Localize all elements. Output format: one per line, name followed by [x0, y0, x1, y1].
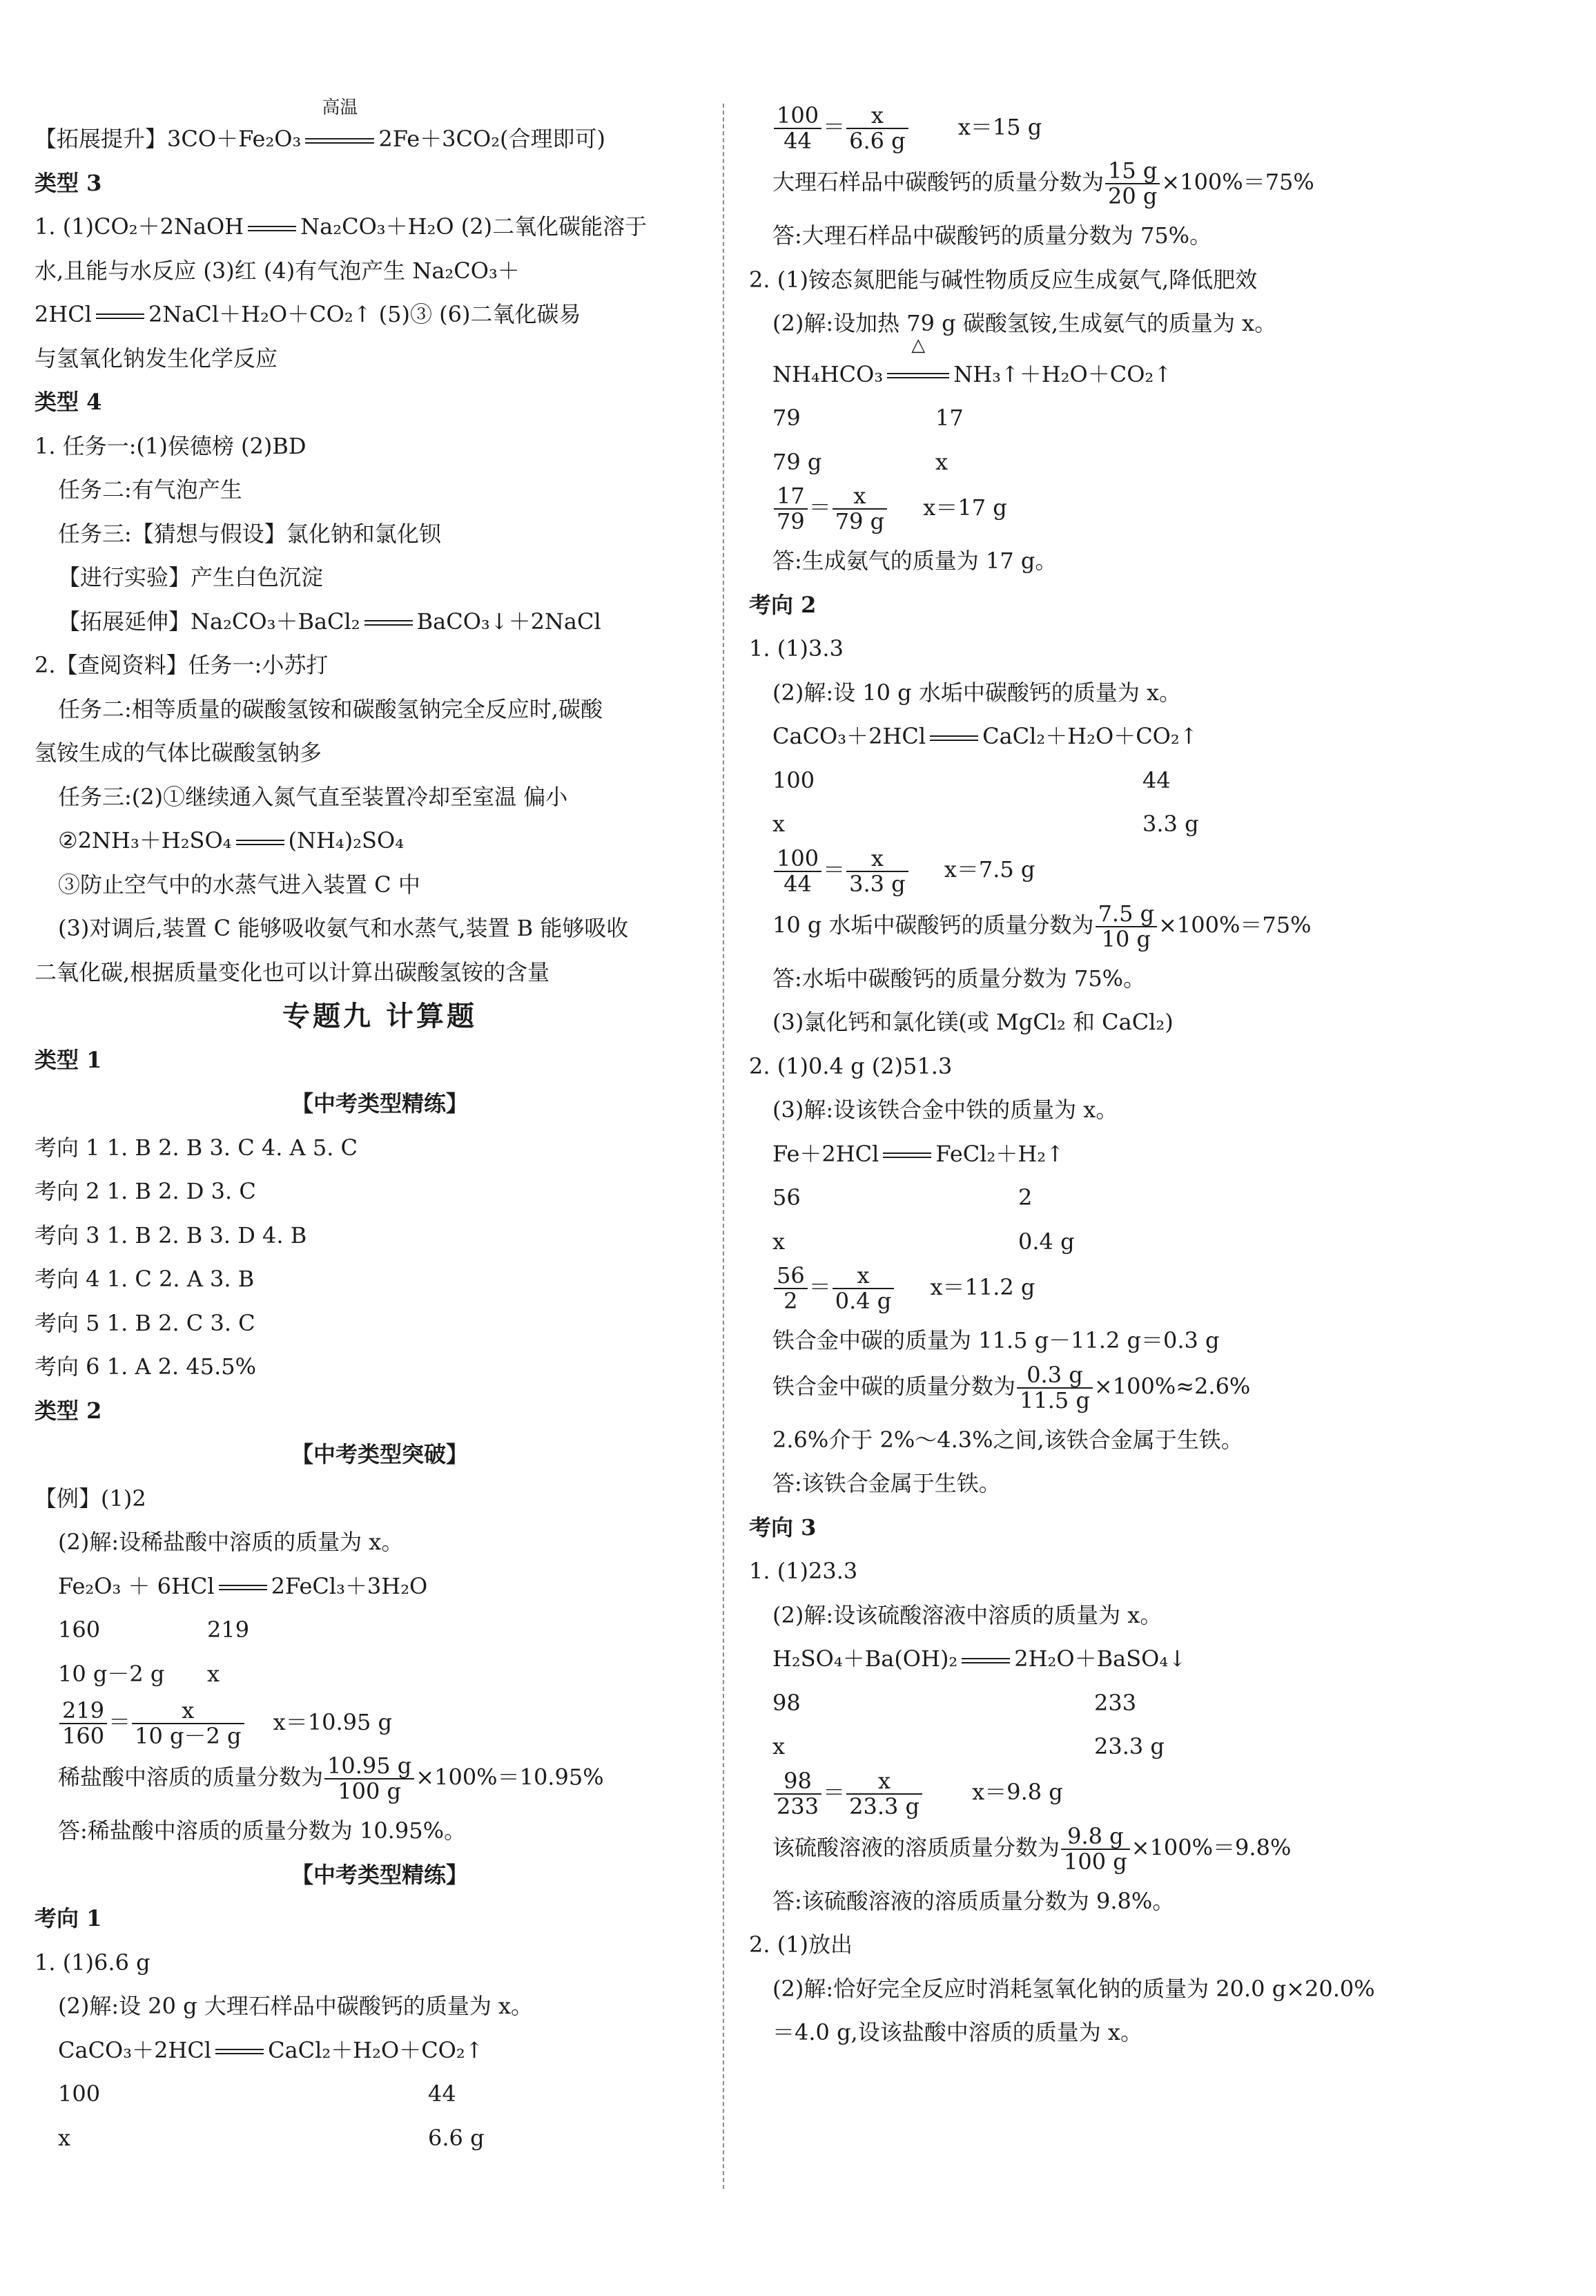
- fraction: $\frac{10.95 g}{100 g}$: [324, 1754, 414, 1804]
- section-heading: 考向 3: [749, 1514, 817, 1541]
- proportion-line: $\frac{56}{2}$ ＝ $\frac{x}{0.4 g}$ x＝11.2 g: [749, 1264, 1439, 1319]
- reaction-condition: 高温: [305, 117, 374, 162]
- fraction: $\frac{x}{10 g-2 g}$: [132, 1699, 244, 1748]
- answer-line: 答:该铁合金属于生铁。: [772, 1470, 1001, 1496]
- answer-line: (2)解:设稀盐酸中溶质的质量为 x。: [58, 1529, 404, 1555]
- answer-line: 考向 6 1. A 2. 45.5%: [35, 1353, 257, 1380]
- fraction: $\frac{100}{44}$: [774, 847, 821, 896]
- answer-line: (2)解:设该硫酸溶液中溶质的质量为 x。: [772, 1601, 1162, 1628]
- answer-line: 1. (1)23.3: [749, 1558, 858, 1584]
- section-heading: 类型 1: [35, 1046, 102, 1073]
- answer-line: ③防止空气中的水蒸气进入装置 C 中: [58, 871, 420, 898]
- answer-line: 【拓展延伸】Na₂CO₃＋BaCl₂ BaCO₃↓＋2NaCl: [58, 608, 601, 635]
- left-column: [35, 97, 725, 2160]
- reaction-condition: △: [887, 353, 949, 397]
- answer-line: 水,且能与水反应 (3)红 (4)有气泡产生 Na₂CO₃＋: [35, 257, 520, 284]
- equation-values: x 3.3 g: [772, 811, 1199, 837]
- answer-line: 答:水垢中碳酸钙的质量分数为 75%。: [772, 965, 1146, 992]
- answer-line: 考向 3 1. B 2. B 3. D 4. B: [35, 1222, 307, 1248]
- proportion-line: $\frac{98}{233}$ ＝ $\frac{x}{23.3 g}$ x＝9.8 g: [749, 1769, 1439, 1824]
- equation-values: 79 17: [772, 405, 964, 431]
- answer-line: (2)解:设 10 g 水垢中碳酸钙的质量为 x。: [772, 679, 1182, 706]
- answer-line: ＝4.0 g,设该盐酸中溶质的质量为 x。: [772, 2019, 1142, 2045]
- answer-line: 1. 任务一:(1)侯德榜 (2)BD: [35, 432, 306, 459]
- answer-line: 任务二:相等质量的碳酸氢铵和碳酸氢钠完全反应时,碳酸: [58, 695, 603, 722]
- right-column: [749, 104, 1439, 2055]
- section-heading: 类型 3: [35, 169, 102, 196]
- equation-values: 100 44: [58, 2081, 456, 2107]
- equation-line: CaCO₃＋2HCl CaCl₂＋H₂O＋CO₂↑: [772, 723, 1198, 749]
- answer-line: (3)解:设该铁合金中铁的质量为 x。: [772, 1097, 1118, 1123]
- page-title: 专题九 计算题: [282, 1000, 477, 1032]
- equation-values: x 6.6 g: [58, 2124, 485, 2151]
- fraction: $\frac{98}{233}$: [774, 1769, 821, 1819]
- equation-values: 100 44: [772, 766, 1171, 793]
- answer-line: 二氧化碳,根据质量变化也可以计算出碳酸氢铵的含量: [35, 958, 550, 985]
- subsection-heading: 【中考类型精练】: [291, 1090, 468, 1117]
- equation-values: 98 233: [772, 1689, 1137, 1716]
- answer-line: 任务二:有气泡产生: [58, 476, 242, 503]
- answer-line: 任务三:【猜想与假设】氯化钠和氯化钡: [58, 520, 441, 547]
- equation-line: H₂SO₄＋Ba(OH)₂ 2H₂O＋BaSO₄↓: [772, 1646, 1187, 1672]
- answer-line: 与氢氧化钠发生化学反应: [35, 345, 278, 372]
- fraction: $\frac{17}{79}$: [774, 484, 808, 534]
- answer-line: (2)解:设加热 79 g 碳酸氢铵,生成氨气的质量为 x。: [772, 310, 1277, 336]
- equation-values: x 0.4 g: [772, 1228, 1075, 1255]
- answer-line: 铁合金中碳的质量为 11.5 g－11.2 g＝0.3 g: [772, 1327, 1220, 1353]
- subsection-heading: 【中考类型突破】: [291, 1441, 468, 1467]
- answer-line: (2)解:设 20 g 大理石样品中碳酸钙的质量为 x。: [58, 1993, 534, 2019]
- answer-line: 考向 2 1. B 2. D 3. C: [35, 1178, 256, 1204]
- equation-values: 160 219: [58, 1617, 250, 1643]
- answer-line: 2.【查阅资料】任务一:小苏打: [35, 652, 329, 678]
- answer-line: 答:生成氨气的质量为 17 g。: [772, 548, 1058, 574]
- result-line: 该硫酸溶液的溶质质量分数为 $\frac{9.8 g}{100 g}$ ×100%＝9.8%: [772, 1822, 1292, 1875]
- result-line: 稀盐酸中溶质的质量分数为 $\frac{10.95 g}{100 g}$ ×100%＝10.95%: [58, 1753, 604, 1805]
- answer-line: 1. (1)6.6 g: [35, 1949, 150, 1976]
- fraction: $\frac{219}{160}$: [59, 1699, 107, 1748]
- answer-line: 【拓展提升】3CO＋Fe₂O₃ 高温 2Fe＋3CO₂(合理即可): [35, 104, 725, 162]
- result-line: 10 g 水垢中碳酸钙的质量分数为 $\frac{7.5 g}{10 g}$ ×100%＝75%: [772, 900, 1312, 952]
- subsection-heading: 【中考类型精练】: [291, 1861, 468, 1888]
- equation-values: x 23.3 g: [772, 1733, 1165, 1759]
- fraction: $\frac{x}{23.3 g}$: [846, 1769, 922, 1819]
- fraction: $\frac{7.5 g}{10 g}$: [1096, 902, 1158, 952]
- answer-line: 考向 4 1. C 2. A 3. B: [35, 1266, 255, 1292]
- equation-values: 10 g－2 g x: [58, 1660, 220, 1687]
- answer-line: 答:稀盐酸中溶质的质量分数为 10.95%。: [58, 1817, 466, 1844]
- answer-line: 2HCl 2NaCl＋H₂O＋CO₂↑ (5)③ (6)二氧化碳易: [35, 301, 581, 327]
- equation-values: 56 2: [772, 1184, 1033, 1210]
- answer-line: 【例】(1)2: [35, 1485, 146, 1512]
- answer-line: 2. (1)0.4 g (2)51.3: [749, 1052, 953, 1079]
- fraction: $\frac{9.8 g}{100 g}$: [1061, 1824, 1130, 1874]
- fraction: $\frac{56}{2}$: [774, 1264, 808, 1313]
- equation-line: Fe₂O₃ ＋ 6HCl 2FeCl₃＋3H₂O: [58, 1572, 428, 1599]
- section-heading: 类型 4: [35, 389, 102, 415]
- proportion-line: $\frac{17}{79}$ ＝ $\frac{x}{79 g}$ x＝17 g: [749, 484, 1439, 539]
- answer-line: 考向 5 1. B 2. C 3. C: [35, 1309, 255, 1336]
- answer-line: ②2NH₃＋H₂SO₄ (NH₄)₂SO₄: [58, 827, 405, 853]
- section-heading: 类型 2: [35, 1397, 102, 1424]
- answer-line: 1. (1)3.3: [749, 635, 844, 662]
- answer-line: (3)对调后,装置 C 能够吸收氨气和水蒸气,装置 B 能够吸收: [58, 915, 629, 941]
- fraction: $\frac{x}{3.3 g}$: [846, 847, 908, 896]
- answer-line: (3)氯化钙和氯化镁(或 MgCl₂ 和 CaCl₂): [772, 1009, 1174, 1035]
- answer-line: 答:该硫酸溶液的溶质质量分数为 9.8%。: [772, 1887, 1175, 1914]
- fraction: $\frac{15 g}{20 g}$: [1105, 159, 1160, 209]
- fraction: $\frac{x}{79 g}$: [833, 484, 887, 534]
- answer-line: 2. (1)放出: [749, 1931, 853, 1958]
- equation-line: Fe＋2HCl FeCl₂＋H₂↑: [772, 1140, 1064, 1167]
- equation-line: CaCO₃＋2HCl CaCl₂＋H₂O＋CO₂↑: [58, 2036, 484, 2063]
- proportion-line: $\frac{100}{44}$ ＝ $\frac{x}{3.3 g}$ x＝7.5 g: [749, 847, 1439, 902]
- answer-line: 氢铵生成的气体比碳酸氢钠多: [35, 740, 322, 766]
- answer-line: 【进行实验】产生白色沉淀: [58, 564, 324, 590]
- fraction: $\frac{100}{44}$: [774, 104, 821, 153]
- fraction: $\frac{x}{0.4 g}$: [833, 1264, 895, 1313]
- answer-line: 考向 1 1. B 2. B 3. C 4. A 5. C: [35, 1134, 358, 1161]
- equation-line: NH₄HCO₃ △ NH₃↑＋H₂O＋CO₂↑: [749, 346, 1439, 397]
- result-line: 铁合金中碳的质量分数为 $\frac{0.3 g}{11.5 g}$ ×100%≈2.6%: [772, 1361, 1251, 1414]
- result-line: 大理石样品中碳酸钙的质量分数为 $\frac{15 g}{20 g}$ ×100%＝75%: [772, 157, 1314, 210]
- answer-line: 答:大理石样品中碳酸钙的质量分数为 75%。: [772, 222, 1212, 249]
- fraction: $\frac{x}{6.6 g}$: [846, 104, 908, 153]
- fraction: $\frac{0.3 g}{11.5 g}$: [1017, 1363, 1093, 1413]
- answer-line: 2. (1)铵态氮肥能与碱性物质反应生成氨气,降低肥效: [749, 266, 1258, 293]
- section-heading: 考向 2: [749, 591, 817, 618]
- proportion-line: $\frac{100}{44}$ ＝ $\frac{x}{6.6 g}$ x＝15 g: [749, 104, 1439, 159]
- answer-line: (2)解:恰好完全反应时消耗氢氧化钠的质量为 20.0 g×20.0%: [772, 1975, 1375, 2002]
- answer-line: 2.6%介于 2%～4.3%之间,该铁合金属于生铁。: [772, 1426, 1243, 1453]
- proportion-line: $\frac{219}{160}$ ＝ $\frac{x}{10 g-2 g}$ x＝10.95 g: [35, 1696, 725, 1754]
- equation-values: 79 g x: [772, 448, 948, 475]
- answer-line: 任务三:(2)①继续通入氮气直至装置冷却至室温 偏小: [58, 783, 568, 810]
- section-heading: 考向 1: [35, 1905, 102, 1931]
- answer-line: 1. (1)CO₂＋2NaOH Na₂CO₃＋H₂O (2)二氧化碳能溶于: [35, 213, 648, 240]
